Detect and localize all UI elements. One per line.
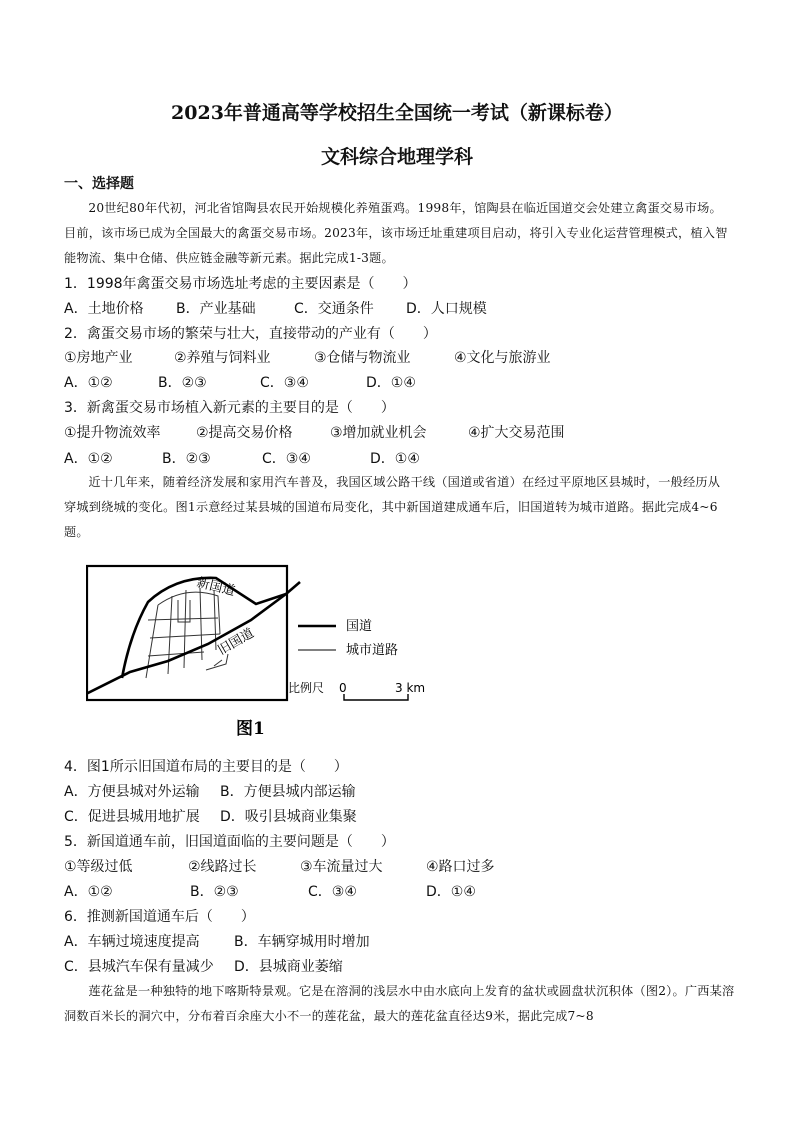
q6-option-d[interactable]: D．县城商业萎缩 [234, 959, 343, 975]
question-3-stem: 3．新禽蛋交易市场植入新元素的主要目的是（ ） [64, 400, 395, 416]
exam-subtitle: 文科综合地理学科 [320, 146, 473, 168]
passage-2: 近十几年来，随着经济发展和家用汽车普及，我国区域公路干线（国道或省道）在经过平原地区县城时，一般经历从穿城到绕城的变化。图1示意经过某县城的国道布局变化，其中新国道建成通车后，旧国道转为城市道路。据此完成4~6题。 [64, 475, 721, 539]
q4-option-c[interactable]: C．促进县城用地扩展 [64, 809, 200, 825]
q2-option-d[interactable]: D．①④ [366, 375, 416, 391]
q5-option-b[interactable]: B．②③ [190, 884, 239, 900]
national-road-extension [286, 582, 300, 594]
q4-option-d[interactable]: D．吸引县城商业集聚 [220, 809, 357, 825]
q5-option-a[interactable]: A．①② [64, 884, 113, 900]
q2-item-4: ④文化与旅游业 [454, 350, 551, 366]
q3-item-1: ①提升物流效率 [64, 425, 161, 441]
exam-title: 2023年普通高等学校招生全国统一考试（新课标卷） [171, 102, 623, 124]
q1-option-d[interactable]: D．人口规模 [406, 301, 487, 317]
q5-option-d[interactable]: D．①④ [426, 884, 476, 900]
q3-item-4: ④扩大交易范围 [468, 425, 565, 441]
question-5-stem: 5．新国道通车前，旧国道面临的主要问题是（ ） [64, 834, 395, 850]
q1-option-b[interactable]: B．产业基础 [176, 301, 256, 317]
q2-option-c[interactable]: C．③④ [260, 375, 309, 391]
q1-option-c[interactable]: C．交通条件 [294, 301, 374, 317]
q3-option-d[interactable]: D．①④ [370, 451, 420, 467]
q2-option-a[interactable]: A．①② [64, 375, 113, 391]
q6-option-a[interactable]: A．车辆过境速度提高 [64, 934, 200, 950]
q1-option-a[interactable]: A．土地价格 [64, 301, 144, 317]
q4-option-b[interactable]: B．方便县城内部运输 [220, 784, 356, 800]
figure-1-caption: 图1 [236, 719, 265, 739]
figure-1-map [86, 560, 446, 750]
q6-option-c[interactable]: C．县城汽车保有量减少 [64, 959, 214, 975]
label-old-road: 旧国道 [215, 625, 257, 659]
q3-option-a[interactable]: A．①② [64, 451, 113, 467]
question-6-stem: 6．推测新国道通车后（ ） [64, 909, 255, 925]
legend-national-label: 国道 [346, 619, 373, 634]
q2-option-b[interactable]: B．②③ [158, 375, 207, 391]
q6-option-b[interactable]: B．车辆穿城用时增加 [234, 934, 370, 950]
legend-city-label: 城市道路 [346, 643, 399, 658]
q3-option-c[interactable]: C．③④ [262, 451, 311, 467]
q3-option-b[interactable]: B．②③ [162, 451, 211, 467]
section-heading: 一、选择题 [64, 176, 134, 192]
q2-item-3: ③仓储与物流业 [314, 350, 411, 366]
question-4-stem: 4．图1所示旧国道布局的主要目的是（ ） [64, 759, 348, 775]
scale-zero: 0 [339, 681, 347, 695]
q5-option-c[interactable]: C．③④ [308, 884, 357, 900]
q2-item-2: ②养殖与饲料业 [174, 350, 271, 366]
q5-item-3: ③车流量过大 [300, 859, 383, 875]
passage-1: 20世纪80年代初，河北省馆陶县农民开始规模化养殖蛋鸡。1998年，馆陶县在临近国道交会处建立禽蛋交易市场。目前，该市场已成为全国最大的禽蛋交易市场。2023年，该市场迁址重建项目启动，将引入专业化运营管理模式，植入智能物流、集中仓储、供应链金融等新元素。据此完成1-3题。 [64, 201, 728, 265]
q2-item-1: ①房地产业 [64, 350, 133, 366]
question-2-stem: 2．禽蛋交易市场的繁荣与壮大，直接带动的产业有（ ） [64, 326, 437, 342]
label-new-road: 新国道 [195, 575, 237, 600]
question-1-stem: 1．1998年禽蛋交易市场选址考虑的主要因素是（ ） [64, 276, 417, 292]
q5-item-1: ①等级过低 [64, 859, 133, 875]
passage-3: 莲花盆是一种独特的地下喀斯特景观。它是在溶洞的浅层水中由水底向上发育的盆状或圆盘状沉积体（图2）。广西某溶洞数百米长的洞穴中，分布着百余座大小不一的莲花盆，最大的莲花盆直径达9米，据此完成7~8 [64, 984, 735, 1023]
q5-item-2: ②线路过长 [188, 859, 257, 875]
scale-max: 3 km [395, 681, 426, 695]
q5-item-4: ④路口过多 [426, 859, 495, 875]
q3-item-2: ②提高交易价格 [196, 425, 293, 441]
q4-option-a[interactable]: A．方便县城对外运输 [64, 784, 200, 800]
scale-label: 比例尺 [288, 681, 325, 695]
q3-item-3: ③增加就业机会 [330, 425, 427, 441]
